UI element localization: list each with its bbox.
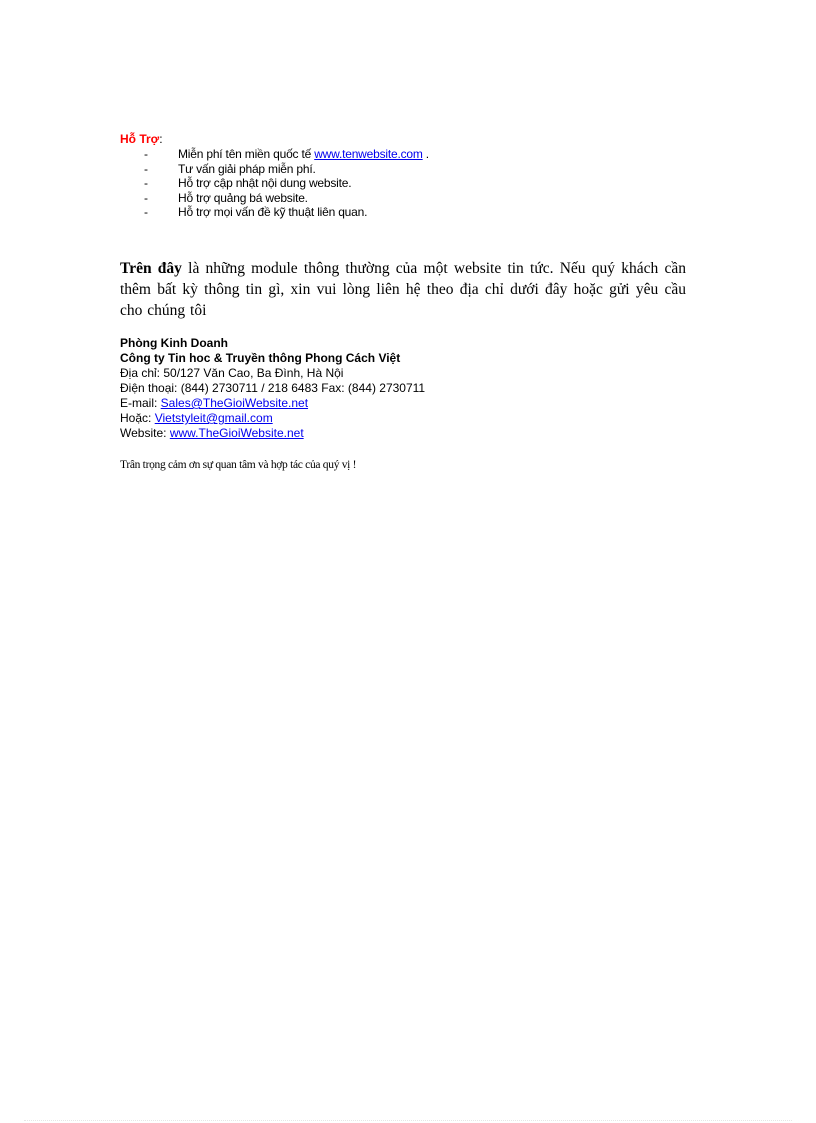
support-item-text: Tư vấn giải pháp miễn phí. [178,161,316,176]
department-name: Phòng Kinh Doanh [120,336,228,350]
list-dash: - [144,205,148,219]
support-item-text: Miễn phí tên miền quốc tế [178,147,315,161]
support-list [120,147,680,220]
alt-email-label: Hoặc: [120,411,155,425]
email-label: E-mail: [120,396,161,410]
page-bottom-divider [24,1120,792,1121]
support-item-consulting [120,162,680,177]
support-item-text: Hỗ trợ cập nhật nội dung website. [178,176,352,190]
support-item-technical [120,205,680,220]
list-dash: - [144,190,148,205]
intro-text: là những module thông thường của một website tin tức. Nếu quý khách cần thêm bất kỳ thông tin gì, xin vui lòng liên hệ theo địa chỉ dưới đây hoặc gửi yêu cầu cho chúng tôi [120,260,686,319]
support-item-text: Hỗ trợ mọi vấn đề kỹ thuật liên quan. [178,205,368,219]
contact-block [120,336,680,441]
domain-link[interactable]: www.tenwebsite.com [314,147,423,161]
support-section [120,132,680,220]
company-address: Địa chỉ: 50/127 Văn Cao, Ba Đình, Hà Nội [120,366,344,380]
website-label: Website: [120,426,170,440]
website-link[interactable]: www.TheGioiWebsite.net [169,426,304,440]
sales-email-link[interactable]: Sales@TheGioiWebsite.net [160,396,309,410]
company-phone: Điện thoại: (844) 2730711 / 218 6483 Fax: (844) 2730711 [120,381,426,395]
alt-email-line [120,411,680,426]
list-dash: - [144,147,148,161]
intro-lead: Trên đây [120,260,182,277]
support-item-promotion [120,191,680,206]
support-heading [120,132,680,147]
list-dash: - [144,161,148,176]
support-item-text: Hỗ trợ quảng bá website. [178,190,308,205]
support-item-suffix: . [422,147,429,161]
support-title-colon: : [159,132,163,146]
alt-email-link[interactable]: Vietstyleit@gmail.com [154,411,273,425]
list-dash: - [144,176,148,190]
support-item-content-update [120,176,680,191]
company-name: Công ty Tin hoc & Truyền thông Phong Cách Việt [120,351,401,365]
support-item-domain [120,147,680,162]
intro-paragraph [120,258,686,321]
email-line [120,396,680,411]
support-title: Hỗ Trợ [120,132,160,146]
thanks-note: Trân trọng cảm ơn sự quan tâm và hợp tác của quý vị ! [120,459,357,471]
website-line [120,426,680,441]
